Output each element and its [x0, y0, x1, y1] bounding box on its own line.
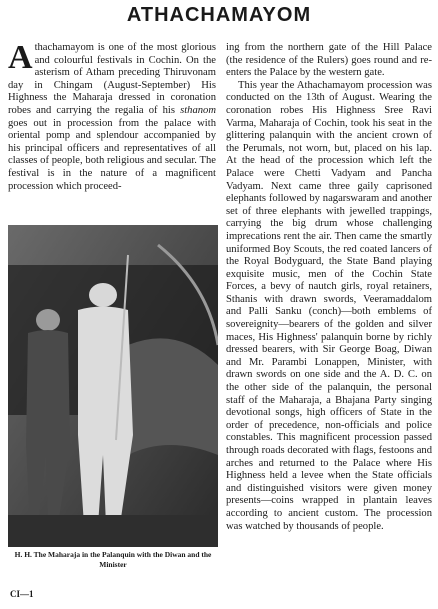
- drop-cap: A: [8, 39, 33, 76]
- photo-caption: H. H. The Maharaja in the Palanquin with the Diwan and the Minister: [14, 550, 212, 569]
- photo-image: [8, 225, 218, 547]
- intro-text-2: goes out in procession from the palace with oriental pomp and splendour accompanied by his principal officers and representatives of all classes of people, both religious and secular. The festival is in the nature of a magnificent procession which proceed-: [8, 117, 216, 192]
- page-title: ATHACHAMAYOM: [126, 4, 312, 26]
- left-column: [8, 39, 216, 193]
- intro-emphasis: sthanom: [180, 104, 216, 116]
- page-number: CI—1: [10, 589, 34, 599]
- palanquin-photo: [8, 225, 218, 547]
- right-column: [226, 42, 432, 533]
- intro-text-1: thachamayom is one of the most glorious and colourful festivals in Cochin. On the asterism of Atham preceding Thiruvonam day in Chingam (August-September) His Highness the Maharaja dressed in coronation robes and carrying the regalia of his: [8, 42, 216, 116]
- intro-paragraph: [8, 39, 216, 193]
- procession-paragraph: This year the Athachamayom procession was conducted on the 13th of August. Wearing the coronation robes His Highness Sree Ravi Varma, Maharaja of Cochin, took his seat in the glittering palanquin with the ancient crown of the Perumals, not worn, but, placed on his lap. At the head of the procession which left the Palace were Chetti Vadyam and Pancha Vadyam. Next came three gaily caprisoned elephants followed by nagarswaram and another set of three elephants with jewelled trappings, carrying the big drum whose challenging imprecations rent the air. Then came the smartly uniformed Boy Scouts, the red coated lancers of the Royal Bodyguard, the State Band playing exquisite music, men of the Cochin State Forces, a bevy of nautch girls, royal retainers, Sthanis with drawn swords, Veeramaddalom and Palli Sanku (conch)—both emblems of sovereignity—bearers of the golden and silver maces, His Highness' palanquin borne by richly dressed bearers, with Sir George Boag, Diwan and Mr. Parambi Lonappen, Minister, with drawn swords on one side and the A. D. C. on the other side of the palanquin, the personal staff of the Maharaja, a Bhajana Party singing devotional songs, high officers of State in the order of precedence, non-officials and police constables. This magnificent procession passed through roads decorated with flags, festoons and arches and returned to the Palace where His Highness held a levee when the State officials and distinguished visitors were given money presents—coins wrapped in plantain leaves according to ancient custom. The procession was watched by thousands of people.: [226, 79, 432, 532]
- continued-paragraph: ing from the northern gate of the Hill Palace (the residence of the Rulers) goes round and re-enters the Palace by the western gate.: [226, 42, 432, 79]
